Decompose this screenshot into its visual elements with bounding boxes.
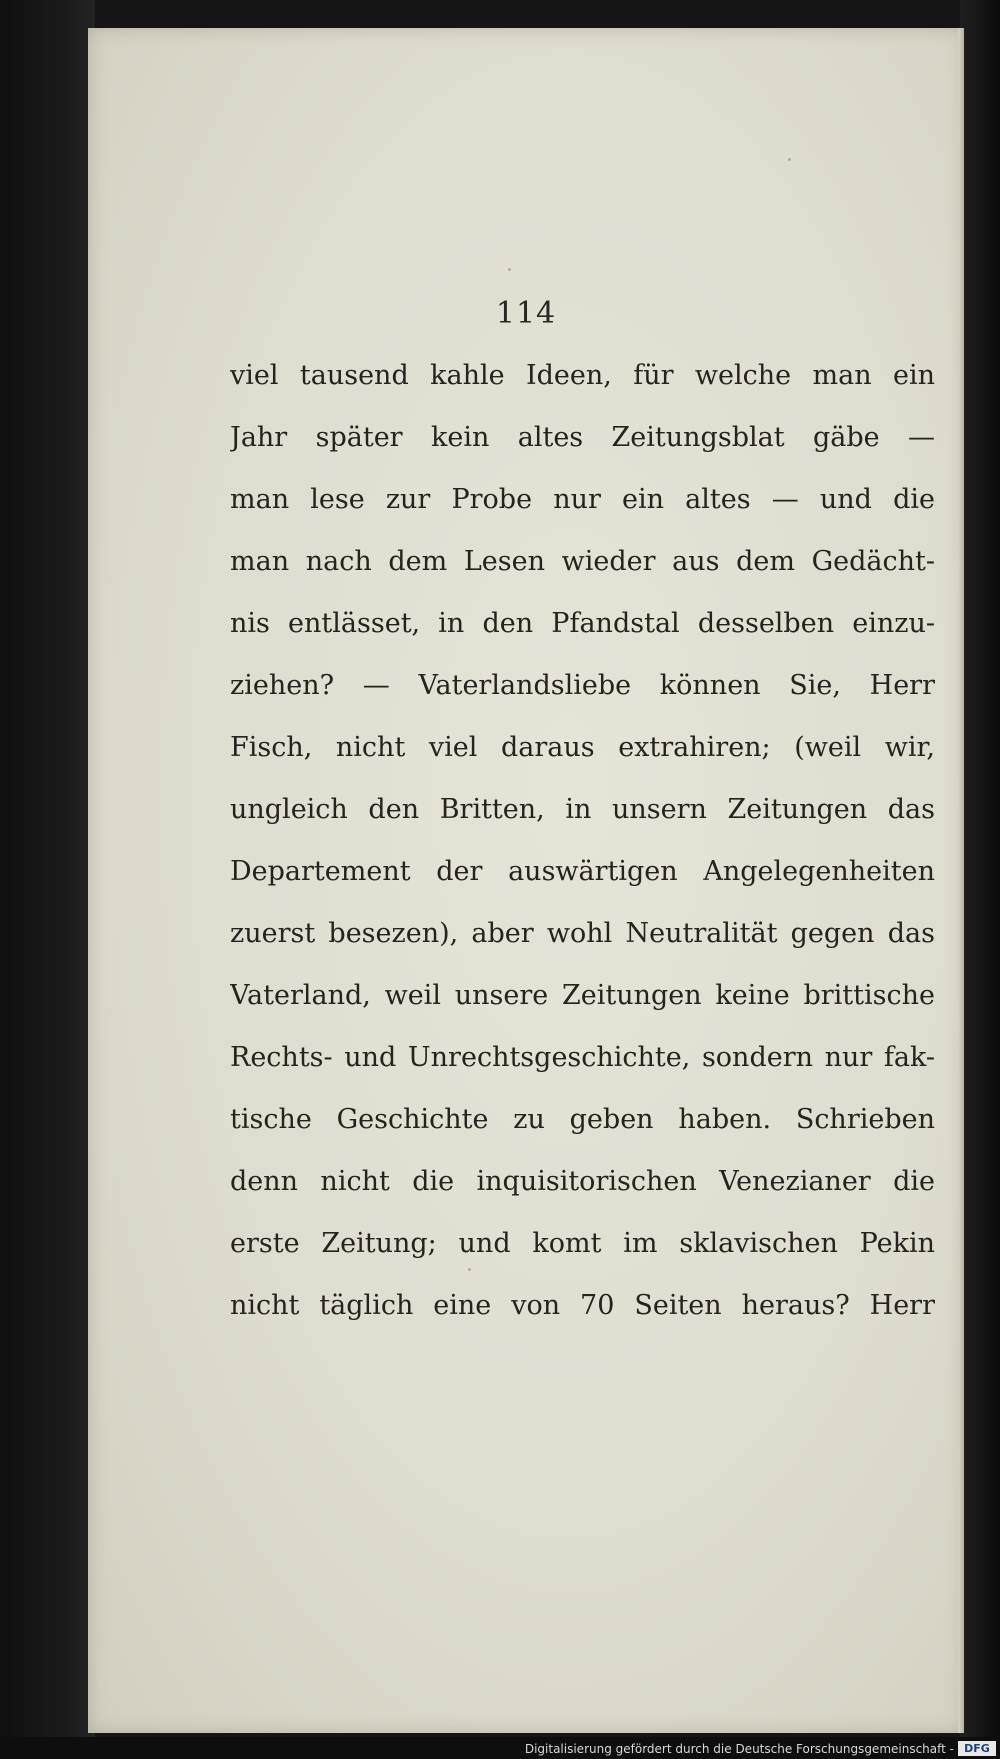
page-number: 114 xyxy=(495,296,557,331)
text-line: Vaterland, weil unsere Zeitungen keine brittische xyxy=(230,980,935,1011)
text-line: zuerst besezen), aber wohl Neutralität gegen das xyxy=(230,918,935,949)
paper-speck xyxy=(788,158,791,161)
text-line: viel tausend kahle Ideen, für welche man ein xyxy=(230,360,935,391)
text-line: erste Zeitung; und komt im sklavischen Pekin xyxy=(230,1228,935,1259)
footer-bar xyxy=(0,1737,1000,1759)
text-line: Rechts- und Unrechtsgeschichte, sondern nur fak- xyxy=(230,1042,935,1073)
scan-background-right xyxy=(960,0,1000,1759)
text-line: man nach dem Lesen wieder aus dem Gedächt- xyxy=(230,546,935,577)
text-line: Jahr später kein altes Zeitungsblat gäbe — xyxy=(230,422,935,453)
text-line: ungleich den Britten, in unsern Zeitungen das xyxy=(230,794,935,825)
text-line: nis entlässet, in den Pfandstal desselben einzu- xyxy=(230,608,935,639)
page-edge xyxy=(958,28,964,1733)
text-line: nicht täglich eine von 70 Seiten heraus? Herr xyxy=(230,1290,935,1321)
text-line: Fisch, nicht viel daraus extrahiren; (weil wir, xyxy=(230,732,935,763)
scan-background-left xyxy=(0,0,95,1759)
dfg-logo: DFG xyxy=(958,1741,996,1756)
text-line: tische Geschichte zu geben haben. Schrieben xyxy=(230,1104,935,1135)
paper-speck xyxy=(508,268,511,271)
text-line: Departement der auswärtigen Angelegenheiten xyxy=(230,856,935,887)
text-line: man lese zur Probe nur ein altes — und die xyxy=(230,484,935,515)
text-line: denn nicht die inquisitorischen Venezianer die xyxy=(230,1166,935,1197)
text-line: ziehen? — Vaterlandsliebe können Sie, Herr xyxy=(230,670,935,701)
digitization-credit: Digitalisierung gefördert durch die Deutsche Forschungsgemeinschaft - xyxy=(524,1742,954,1756)
body-text xyxy=(230,345,935,1337)
